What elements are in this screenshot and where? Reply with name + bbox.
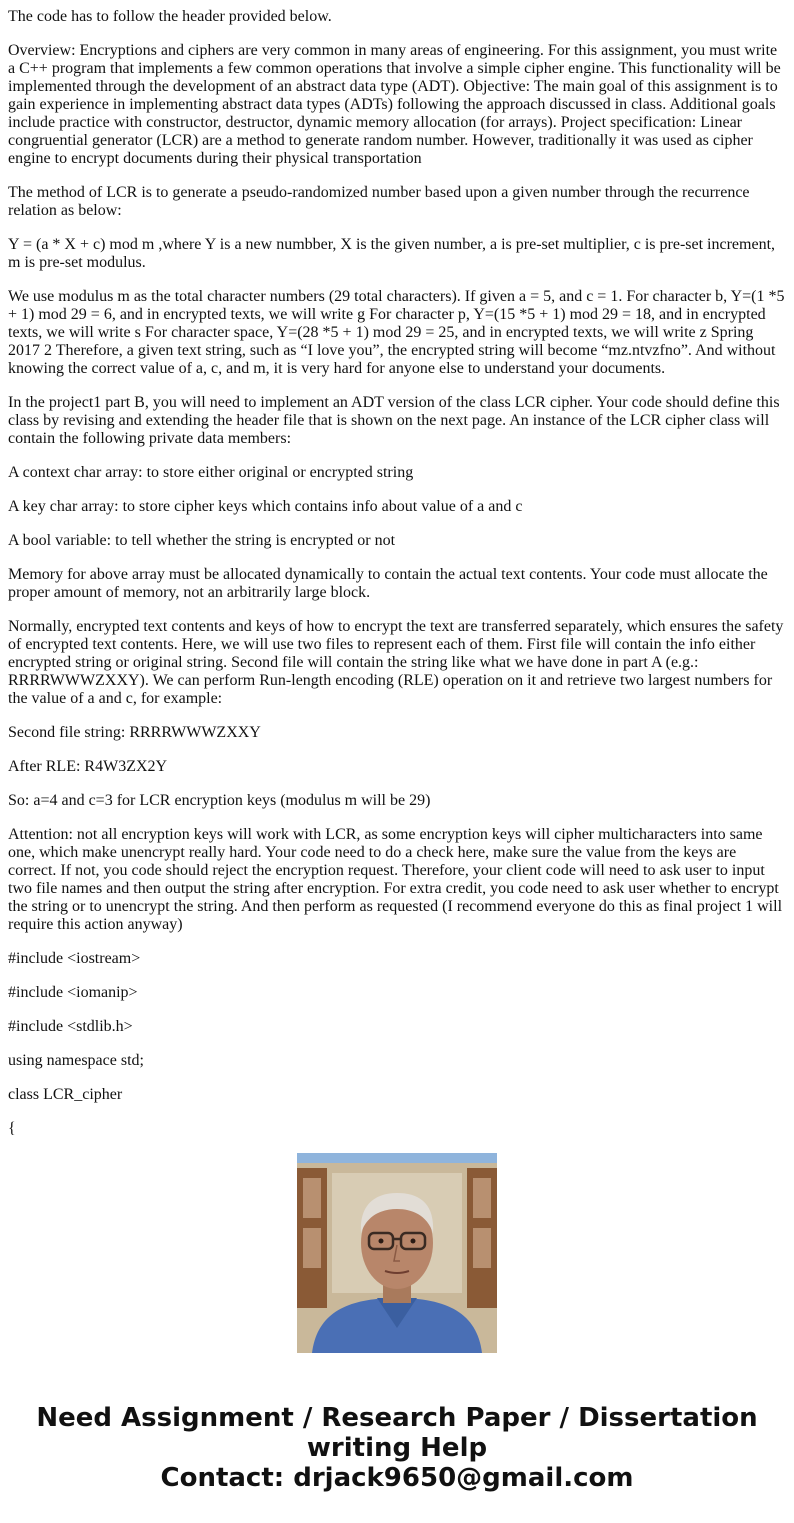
doc-paragraph-memory: Memory for above array must be allocated dynamically to contain the actual text contents. Your code must allocate the proper amount of memory, not an arbitrarily large block. bbox=[8, 566, 768, 601]
avatar bbox=[297, 1153, 497, 1353]
doc-paragraph-attention: Attention: not all encryption keys will work with LCR, as some encryption keys will cipher multicharacters into same one, which make unencrypt really hard. Your code need to do a check here, make sure the value from the keys are correct. If not, you code should reject the encryption request. Therefore, your client code will need to ask user to input two file names and then output the string after encryption. For extra credit, you code need to ask user whether to encrypt the string or to unencrypt the string. And then perform as requested (I recommend everyone do this as final project 1 will require this action anyway) bbox=[8, 826, 783, 933]
doc-paragraph-formula: Y = (a * X + c) mod m ,where Y is a new numbber, X is the given number, a is pre-set multiplier, c is pre-set increment, m is pre-set modulus. bbox=[8, 236, 776, 271]
doc-paragraph-key-array: A key char array: to store cipher keys which contains info about value of a and c bbox=[8, 498, 523, 515]
doc-paragraph-bool: A bool variable: to tell whether the string is encrypted or not bbox=[8, 532, 396, 549]
code-line-namespace: using namespace std; bbox=[8, 1052, 144, 1069]
doc-paragraph-keys: So: a=4 and c=3 for LCR encryption keys (modulus m will be 29) bbox=[8, 792, 431, 809]
doc-paragraph-second-file: Second file string: RRRRWWWZXXY bbox=[8, 724, 261, 741]
doc-paragraph-context-array: A context char array: to store either original or encrypted string bbox=[8, 464, 414, 481]
code-line-brace: { bbox=[8, 1120, 16, 1137]
assignment-document bbox=[8, 0, 786, 1137]
code-line-include-iostream: #include <iostream> bbox=[8, 950, 141, 967]
promo-line-2: writing Help bbox=[306, 1433, 488, 1463]
doc-paragraph-method: The method of LCR is to generate a pseudo-randomized number based upon a given number through the recurrence relation as below: bbox=[8, 184, 750, 219]
doc-paragraph-partb: In the project1 part B, you will need to implement an ADT version of the class LCR cipher. Your code should define this class by revising and extending the header file that is shown on the next page. An instance of the LCR cipher class will contain the following private data members: bbox=[8, 394, 780, 447]
doc-paragraph-rle: After RLE: R4W3ZX2Y bbox=[8, 758, 168, 775]
portrait-image bbox=[297, 1153, 497, 1353]
doc-paragraph-files: Normally, encrypted text contents and keys of how to encrypt the text are transferred separately, which ensures the safety of encrypted text contents. Here, we will use two files to represent each of them. First file will contain the info either encrypted string or original string. Second file will contain the string like what we have done in part A (e.g.: RRRRWWWZXXY). We can perform Run-length encoding (RLE) operation on it and retrieve two largest numbers for the value of a and c, for example: bbox=[8, 618, 784, 707]
code-line-include-stdlib: #include <stdlib.h> bbox=[8, 1018, 133, 1035]
code-line-class: class LCR_cipher bbox=[8, 1086, 123, 1103]
promo-banner bbox=[0, 1403, 794, 1493]
doc-paragraph-intro: The code has to follow the header provided below. bbox=[8, 8, 332, 25]
doc-paragraph-overview: Overview: Encryptions and ciphers are very common in many areas of engineering. For this assignment, you must write a C++ program that implements a few common operations that involve a simple cipher engine. This functionality will be implemented through the development of an abstract data type (ADT). Objective: The main goal of this assignment is to gain experience in implementing abstract data types (ADTs) following the approach discussed in class. Additional goals include practice with constructor, destructor, dynamic memory allocation (for arrays). Project specification: Linear congruential generator (LCR) are a method to generate random number. However, traditionally it was used as cipher engine to encrypt documents during their physical transportation bbox=[8, 42, 781, 167]
promo-contact: Contact: drjack9650@gmail.com bbox=[160, 1463, 634, 1493]
promo-line-1: Need Assignment / Research Paper / Dissertation bbox=[36, 1403, 758, 1433]
code-line-include-iomanip: #include <iomanip> bbox=[8, 984, 138, 1001]
doc-paragraph-example: We use modulus m as the total character numbers (29 total characters). If given a = 5, and c = 1. For character b, Y=(1 *5 + 1) mod 29 = 6, and in encrypted texts, we will write g For character p, Y=(15 *5 + 1) mod 29 = 18, and in encrypted texts, we will write s For character space, Y=(28 *5 + 1) mod 29 = 25, and in encrypted texts, we will write z Spring 2017 2 Therefore, a given text string, such as “I love you”, the encrypted string will become “mz.ntvzfno”. And without knowing the correct value of a, c, and m, it is very hard for anyone else to understand your documents. bbox=[8, 288, 785, 377]
